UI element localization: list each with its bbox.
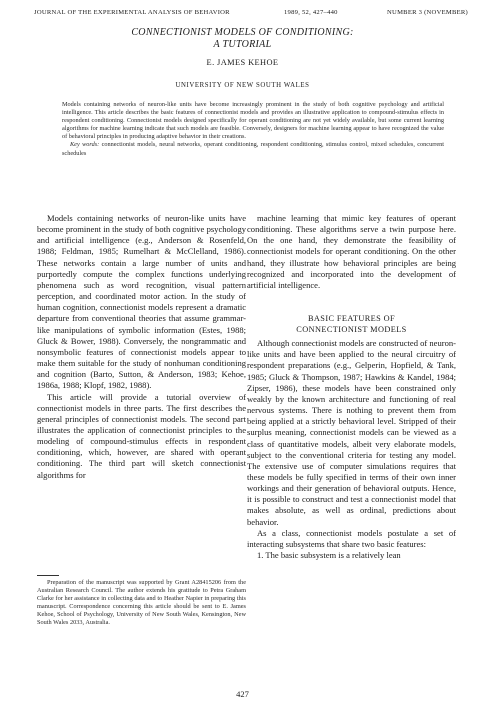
section-heading <box>247 313 456 335</box>
article-title <box>0 27 485 51</box>
footnote: Preparation of the manuscript was supported by Grant A28415206 from the Australian Research Council. The author extends his gratitude to Petra Graham Clarke for her assistance in collecting data and to Heather Napier in preparing this manuscript. Correspondence concerning this article should be sent to E. James Kehoe, School of Psychology, University of New South Wales, Kensington, New South Wales 2033, Australia. <box>37 579 246 626</box>
author-affiliation: UNIVERSITY OF NEW SOUTH WALES <box>175 82 310 89</box>
body-column-left <box>37 213 246 481</box>
body-paragraph: Models containing networks of neuron-like units have become prominent in the study of both cognitive psychology and artificial intelligence (e.g., Anderson & Rosenfeld, 1988; Feldman, 1985; Rumelhart & McClelland, 1986). These networks contain a large number of units and purportedly compute the complex functions underlying phenomena such as word recognition, visual pattern perception, and coordinated motor action. In the study of human cognition, connectionist models represent a dramatic departure from conventional theories that assume grammar-like manipulations of symbolic information (Estes, 1988; Gluck & Bower, 1988). Conversely, the nongrammatic and nonsymbolic features of connectionist models appear to make them suitable for the study of nonhuman conditioning and cognition (Barto, Sutton, & Anderson, 1983; Kehoe, 1986a, 1988; Klopf, 1982, 1988). <box>37 213 246 391</box>
title-line-2: A TUTORIAL <box>213 39 272 50</box>
keywords <box>62 141 444 157</box>
title-line-1: CONNECTIONIST MODELS OF CONDITIONING: <box>131 27 354 38</box>
volume-pages: 1989, 52, 427–440 <box>284 9 338 16</box>
body-paragraph: machine learning that mimic key features of operant conditioning. These algorithms serve a twin purpose here. On the one hand, they demonstrate the feasibility of connectionist models for operant conditioning. On the other hand, they illustrate how behavioral principles are being recognized and incorporated into the development of artificial intelligence. <box>247 213 456 290</box>
body-paragraph: Although connectionist models are constructed of neuron-like units and have been applied to the neural circuitry of respondent preparations (e.g., Gelperin, Hopfield, & Tank, 1985; Gluck & Thompson, 1987; Hawkins & Kandel, 1984; Zipser, 1986), these models have been constrained only weakly by the known architecture and functioning of real nervous systems. There is nothing to prevent them from being applied at a strictly behavioral level. Stripped of their surplus meaning, connectionist models can be viewed as a class of quantitative models, albeit very elaborate models, subject to the conventional criteria for testing any model. The extensive use of computer simulations requires that these models be fully specified in terms of their own inner workings and their generation of behavioral outputs. Hence, it is possible to construct and test a connectionist model that makes absolute, as well as ordinal, predictions about behavior. <box>247 338 456 527</box>
keywords-label: Key words: <box>70 141 100 149</box>
abstract-text: Models containing networks of neuron-like units have become increasingly prominent in the study of both cognitive psychology and artificial intelligence. This article describes the basic features of connectionist models and provides an illustrative application to compound-stimulus effects in respondent conditioning. Connectionist models designed specifically for operant conditioning are not yet widely available, but some current learning algorithms for machine learning indicate that such models are feasible. Conversely, designers for machine learning appear to have recognized the value of behavioral principles in producing adaptive behavior in their creations. <box>62 101 444 141</box>
section-heading-line-1: BASIC FEATURES OF <box>307 314 396 324</box>
abstract <box>62 101 444 158</box>
keywords-list: connectionist models, neural networks, operant conditioning, respondent conditioning, stimulus control, mixed schedules, concurrent schedules <box>62 141 445 157</box>
page-number: 427 <box>236 689 249 699</box>
body-paragraph: 1. The basic subsystem is a relatively lean <box>257 550 401 561</box>
body-column-right <box>247 213 456 561</box>
footnote-rule <box>37 575 59 576</box>
section-heading-line-2: CONNECTIONIST MODELS <box>296 325 407 335</box>
body-paragraph: As a class, connectionist models postulate a set of interacting subsystems that share two basic features: <box>247 527 456 549</box>
issue-number: NUMBER 3 (NOVEMBER) <box>387 9 468 16</box>
author-name: E. JAMES KEHOE <box>206 58 279 67</box>
body-paragraph: This article will provide a tutorial overview of connectionist models in three parts. The first describes the general principles of connectionist models. The second part illustrates the application of connectionist principles to the modeling of compound-stimulus effects in respondent conditioning, which, however, are shared with operant conditioning. The third part will sketch connectionist algorithms for <box>37 391 246 480</box>
journal-name: JOURNAL OF THE EXPERIMENTAL ANALYSIS OF BEHAVIOR <box>34 9 230 16</box>
